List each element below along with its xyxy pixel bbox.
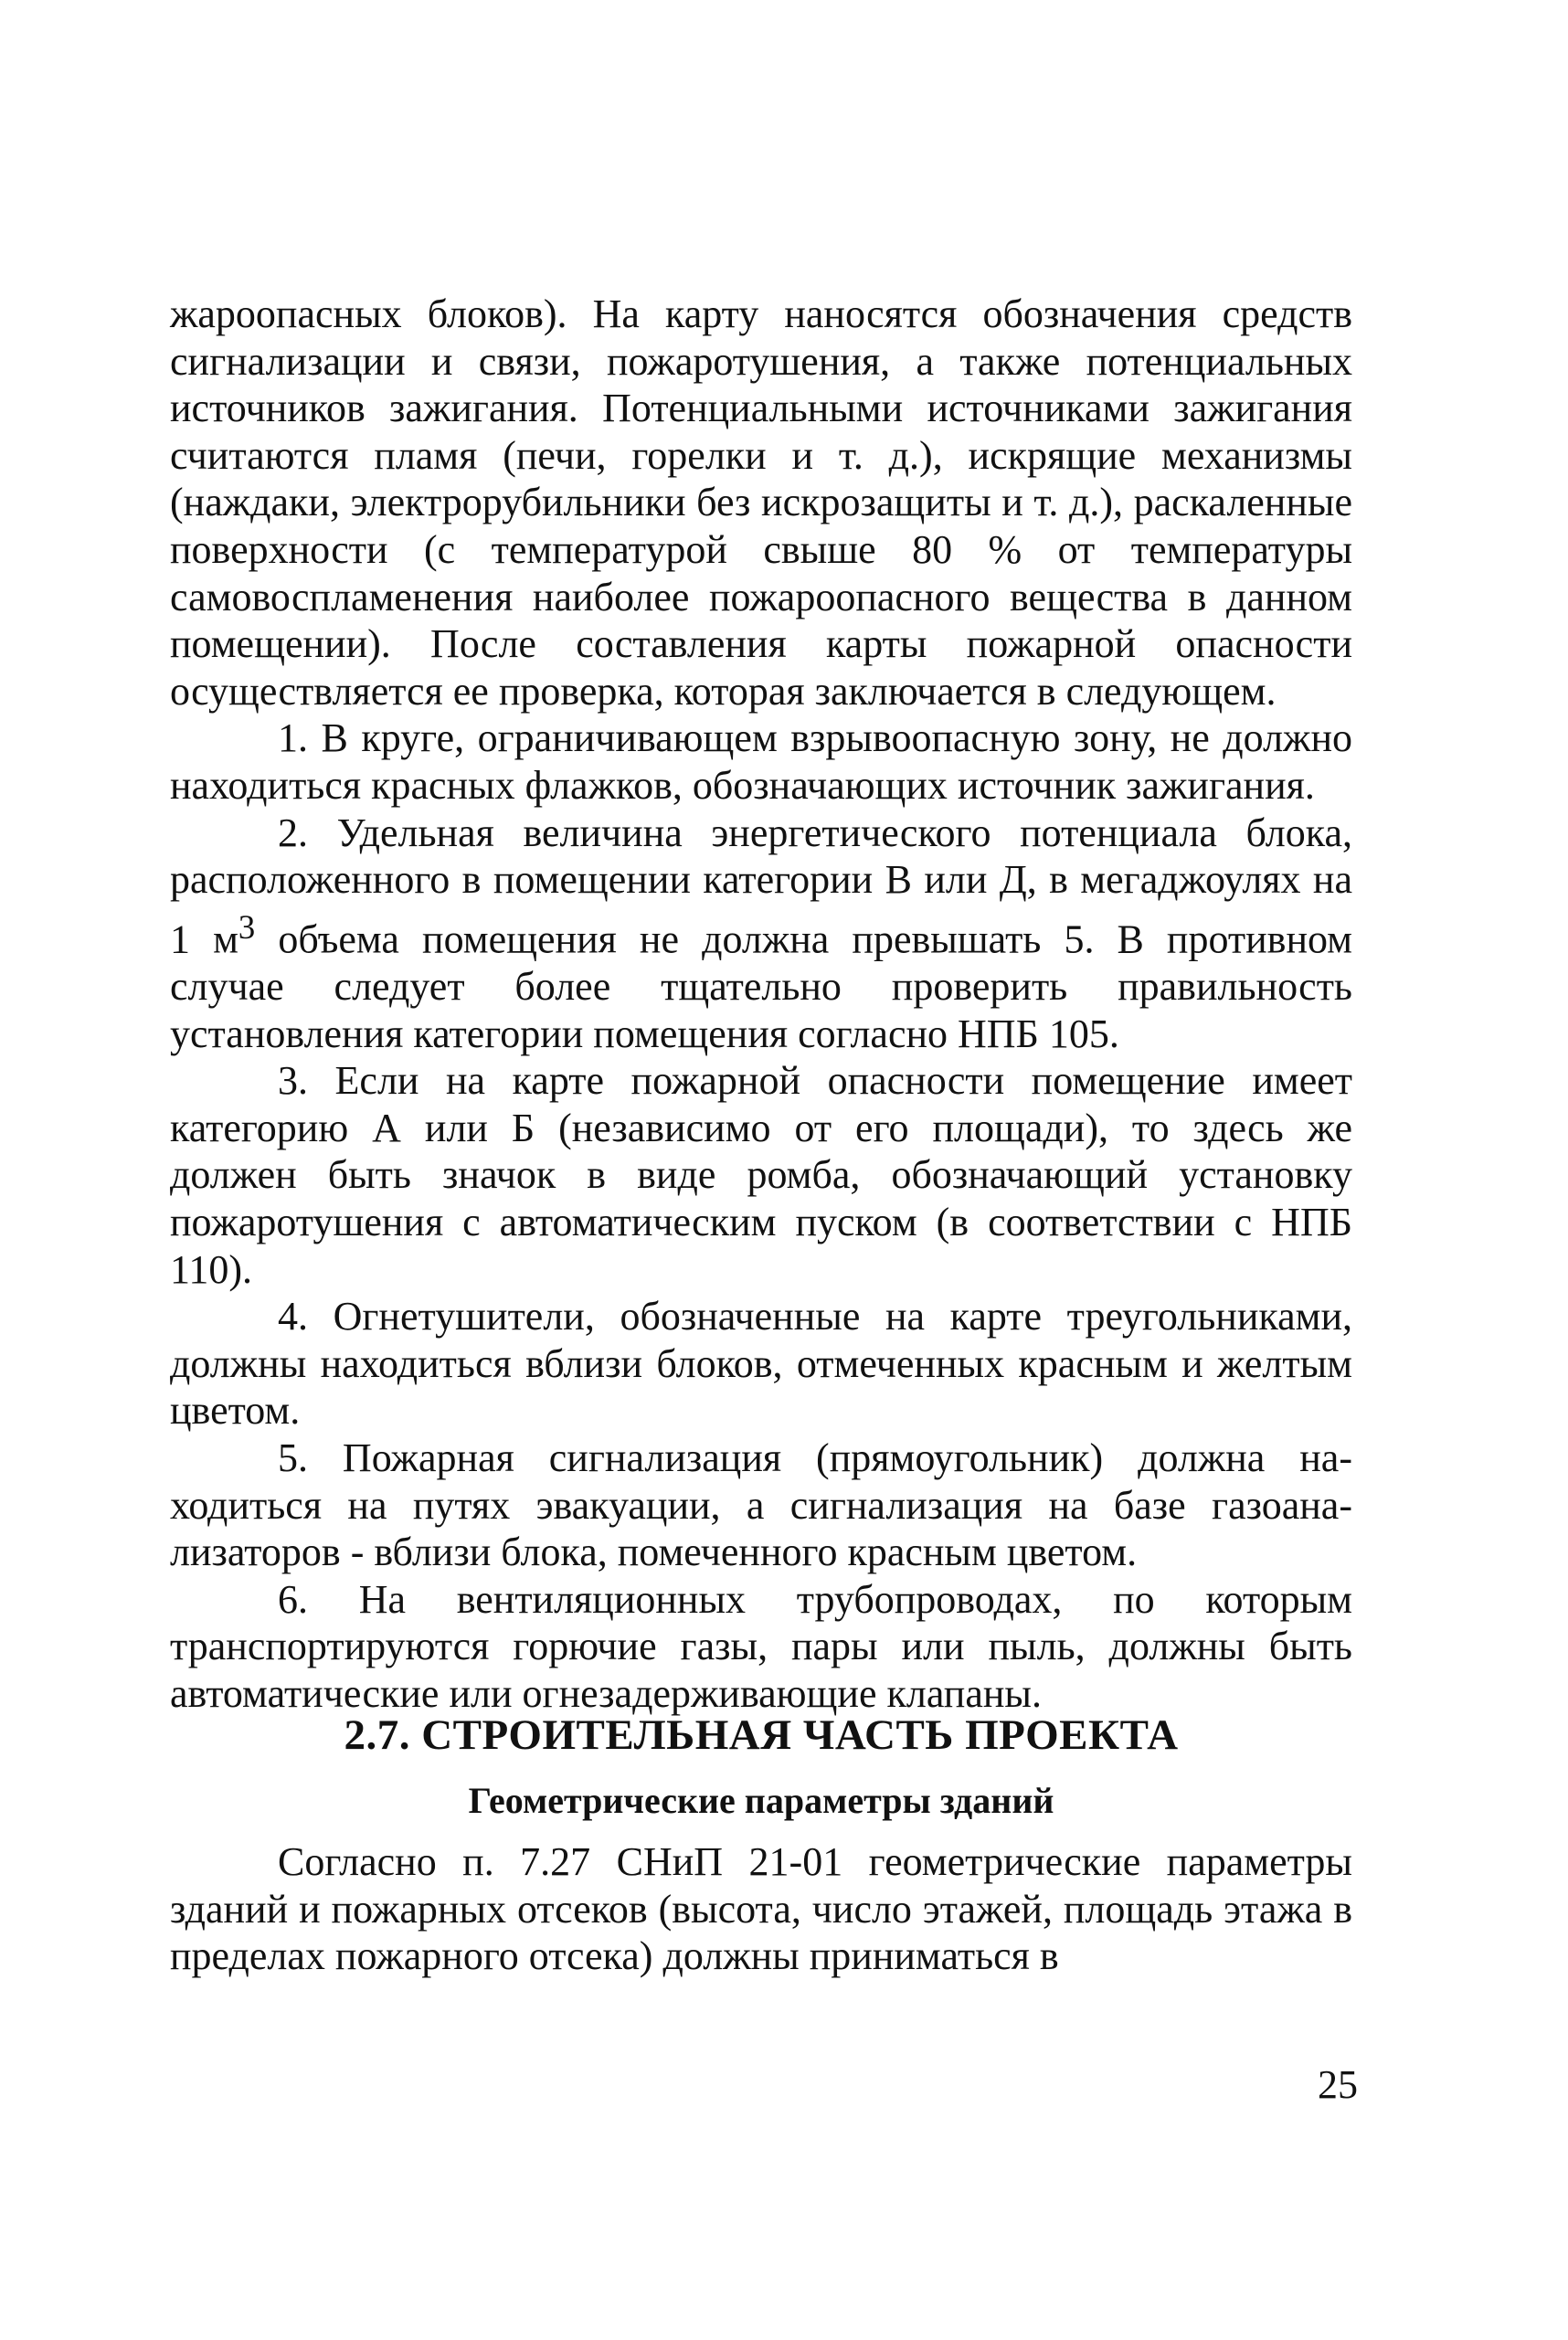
list-item-6: 6. На вентиляционных трубопроводах, по которым транспортируются горючие газы, пары или пыль, должны быть автоматические или огнезадерживающие клапаны. (170, 1576, 1352, 1716)
opening-paragraph: жароопасных блоков). На карту наносятся обозначения средств сигнализации и связи, пожаротушения, а также потенциальных источников зажигания. Потенциальными источниками зажигания считаются пламя (печи, горелки и т. д.), искрящие механизмы (наждаки, электрорубильники без искрозащиты и т. д.), раскаленные поверхности (с температурой свыше 80 % от температуры самовоспламенения наиболее пожароопасного вещества в данном помещении). После составления карты пожарной опасности осуществляется ее проверка, которая заключается в следующем. (170, 291, 1352, 714)
section-paragraph: Согласно п. 7.27 СНиП 21-01 геометрические параметры зданий и пожарных отсеков (высота, число этажей, площадь этажа в пределах пожарного отсека) должны приниматься в (170, 1839, 1352, 1979)
list-item-1: 1. В круге, ограничивающем взрывоопасную зону, не должно находиться красных флажков, обозначающих источник зажигания. (170, 715, 1352, 808)
list-item-4: 4. Огнетушители, обозначенные на карте треугольниками, должны находиться вблизи блоков, отмеченных красным и желтым цветом. (170, 1294, 1352, 1434)
subsection-heading: Геометрические параметры зданий (468, 1780, 1054, 1821)
list-item-2 (170, 810, 1352, 1058)
page-number: 25 (1318, 2062, 1358, 2107)
superscript-3: 3 (238, 907, 256, 946)
list-item-3: 3. Если на карте пожарной опасности помещение имеет категорию А или Б (независимо от его площади), то здесь же должен быть значок в виде ромба, обозначающий установку пожаротушения с автоматическим пуском (в соответствии с НПБ 110). (170, 1058, 1352, 1292)
list-item-2-text-end: объема помещения не должна превышать 5. В противном случае следует более тщательно проверить правильность установления категории помещения согласно НПБ 105. (170, 916, 1353, 1056)
section-body (170, 1838, 1352, 1980)
list-item-5: 5. Пожарная сигнализация (прямоугольник) должна находиться на путях эвакуации, а сигнализация на базе газоанализаторов - вблизи блока, помеченного красным цветом. (170, 1435, 1352, 1575)
list-item-2-text-start: 2. Удельная величина энергетического потенциала блока, расположенного в помещении категории В или Д, в мегаджоулях на 1 м (170, 810, 1352, 962)
section-heading: 2.7. СТРОИТЕЛЬНАЯ ЧАСТЬ ПРОЕКТА (344, 1711, 1179, 1759)
body-text (170, 291, 1352, 1717)
